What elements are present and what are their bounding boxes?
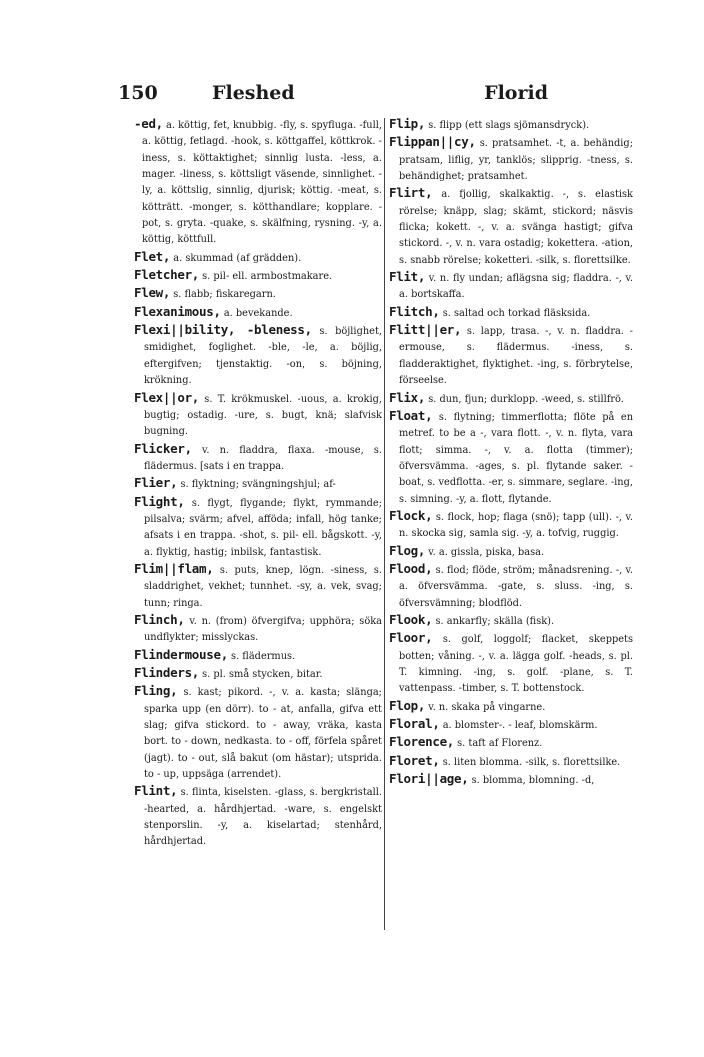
entry-headword: Florence,	[389, 734, 455, 750]
entry-headword: Flinders,	[134, 665, 200, 680]
entry-definition: s. flyktning; svängningshjul; af-	[177, 479, 336, 491]
dictionary-entry	[389, 269, 633, 304]
entry-headword: Flook,	[389, 611, 433, 627]
entry-headword: Fletcher,	[134, 267, 200, 283]
entry-headword: Floral,	[389, 716, 440, 732]
dictionary-entry	[134, 475, 382, 493]
entry-definition: s. ankarfly; skälla (fisk).	[432, 615, 555, 627]
entry-definition: v. n. fly undan; aflägsna sig; fladdra. -, v. a. bortskaffa.	[399, 273, 633, 301]
entry-headword: Flew,	[134, 285, 171, 301]
dictionary-entry	[134, 683, 382, 783]
entry-definition: s. flod; flöde, ström; månadsrening. -, v. a. öfversvämma. -gate, s. sluss. -ing, s. öfversvämning; blodflöd.	[399, 564, 633, 609]
entry-headword: Flog,	[389, 542, 426, 558]
entry-definition: s. pil- ell. armbostmakare.	[199, 271, 333, 283]
right-column	[389, 116, 633, 789]
entry-headword: Flex||or,	[134, 389, 200, 405]
entry-definition: s. saltad och torkad fläsksida.	[439, 307, 591, 319]
dictionary-entry	[134, 561, 382, 612]
entry-definition: s. T. krökmuskel. -uous, a. krokig, bugtig; ostadig. -ure, s. bugt, knä; slafvisk bugning.	[144, 393, 382, 438]
entry-headword: Floret,	[389, 752, 440, 768]
entry-definition: s. golf, loggolf; flacket, skeppets botten; våning. -, v. a. lägga golf. -heads, s. pl. T. kimning. -ing, s. golf. -plane, s. T. vattenpass. -timber, s. T. bottenstock.	[399, 634, 633, 695]
dictionary-entry	[389, 390, 633, 408]
entry-headword: Flexi||bility, -bleness,	[134, 322, 312, 338]
dictionary-entry	[389, 304, 633, 322]
dictionary-entry	[389, 734, 633, 752]
entry-definition: s. flipp (ett slags sjömansdryck).	[425, 120, 590, 131]
dictionary-entry	[134, 441, 382, 476]
dictionary-entry	[389, 716, 633, 734]
dictionary-entry	[134, 783, 382, 850]
page-number: 150	[118, 82, 158, 104]
entry-definition: s. flock, hop; flaga (snö); tapp (ull). -, v. n. skocka sig, samla sig. -y, a. tofvig, ruggig.	[399, 511, 633, 540]
entry-definition: v. n. (from) öfvergifva; upphöra; söka undflykter; misslyckas.	[144, 615, 382, 644]
entry-definition: s. flygt, flygande; flykt, rymmande; pilsalva; svärm; afvel, afföda; infall, hög tanke; afsats i en trappa. -shot, s. pil- ell. bågskott. -y, a. flyktig, hastig; inbilsk, fantastisk.	[144, 497, 382, 558]
dictionary-entry	[389, 630, 633, 697]
dictionary-entry	[389, 561, 633, 612]
dictionary-entry	[389, 322, 633, 389]
dictionary-entry	[389, 508, 633, 543]
entry-headword: Flood,	[389, 560, 433, 576]
dictionary-entry	[134, 494, 382, 561]
entry-headword: Flexanimous,	[134, 303, 221, 319]
entry-definition: s. puts, knep, lögn. -siness, s. sladdrighet, vekhet; tunnhet. -sy, a. vek, svag; tunn; ringa.	[144, 564, 382, 609]
entry-headword: Flier,	[134, 475, 178, 491]
dictionary-entry	[134, 304, 382, 322]
right-guide-word: Florid	[484, 82, 548, 104]
entry-definition: a. köttig, fet, knubbig. -fly, s. spyfluga. -full, a. köttig, fetlagd. -hook, s. köttgaffel, köttkrok. -iness, s. köttaktighet; sinnlig lusta. -less, a. mager. -liness, s. köttsligt väsende, sinnlighet. -ly, a. köttslig, sinnlig, djurisk; köttig. -meat, s. kötträtt. -monger, s. kötthandlare; kopplare. -pot, s. gryta. -quake, s. skälfning, rysning. -y, a. köttig, köttfull.	[142, 120, 382, 246]
dictionary-entry	[389, 753, 633, 771]
entry-headword: Fling,	[134, 683, 178, 699]
dictionary-entry	[134, 249, 382, 267]
entry-headword: Flit,	[389, 269, 426, 285]
entry-headword: Flim||flam,	[134, 560, 214, 576]
entry-definition: s. flytning; timmerflotta; flöte på en metref. to be a -, vara flott. -, v. n. flyta, vara flott; simma. -, v. a. flotta (timmer); öfversvämma. -ages, s. pl. flytande saker. -boat, s. vedflotta. -er, s. simmare, seglare. -ing, s. simning. -y, a. flott, flytande.	[399, 411, 633, 505]
dictionary-entry	[389, 134, 633, 185]
page-header	[118, 82, 548, 112]
entry-definition: s. dun, fjun; durklopp. -weed, s. stillfrö.	[425, 393, 624, 405]
entry-definition: s. liten blomma. -silk, s. florettsilke.	[439, 756, 621, 768]
dictionary-entry	[134, 267, 382, 285]
entry-definition: v. n. skaka på vingarne.	[425, 701, 546, 713]
entry-definition: a. bevekande.	[220, 307, 293, 319]
entry-headword: Flet,	[134, 248, 171, 264]
dictionary-entry	[389, 543, 633, 561]
entry-headword: Flitch,	[389, 303, 440, 319]
entry-headword: Flicker,	[134, 440, 192, 456]
entry-headword: Flop,	[389, 697, 426, 713]
entry-definition: s. flabb; fiskaregarn.	[170, 289, 276, 301]
dictionary-entry	[134, 612, 382, 647]
dictionary-entry	[389, 185, 633, 269]
dictionary-entry	[389, 698, 633, 716]
entry-definition: s. lapp, trasa. -, v. n. fladdra. -ermouse, s. flädermus. -iness, s. fladderaktighet, flyktighet. -ing, s. förbrytelse, förseelse.	[399, 326, 633, 387]
column-divider	[384, 118, 385, 930]
left-column	[134, 116, 382, 851]
dictionary-entry	[134, 390, 382, 441]
entry-definition: s. kast; pikord. -, v. a. kasta; slänga; sparka upp (en dörr). to - at, anfalla, gifva ett slag; gifva stickord. to - away, vräka, kasta bort. to - down, nedkasta. to - off, förfela spåret (jagt). to - out, slå bakut (om hästar); utsprida. to - up, uppsäga (arrendet).	[144, 687, 382, 781]
entry-definition: s. blomma, blomning. -d,	[468, 775, 595, 787]
entry-headword: Flippan||cy,	[389, 134, 476, 150]
dictionary-entry	[134, 285, 382, 303]
entry-definition: a. fjollig, skalkaktig. -, s. elastisk rörelse; knäpp, slag; skämt, stickord; näsvis flicka; kokett. -, v. a. svänga hastigt; gifva stickord. -, v. n. vara ostadig; kokettera. -ation, s. snabb rörelse; koketteri. -silk, s. florettsilke.	[399, 189, 633, 266]
entry-definition: v. a. gissla, piska, basa.	[425, 546, 545, 558]
dictionary-entry	[389, 408, 633, 508]
entry-headword: Flint,	[134, 783, 178, 799]
entry-definition: s. böjlighet, smidighet, foglighet. -ble, -le, a. böjlig, eftergifven; tjenstaktig. -on, s. böjning, krökning.	[144, 326, 382, 387]
entry-definition: s. taft af Florenz.	[454, 738, 543, 750]
entry-definition: v. n. fladdra, flaxa. -mouse, s. flädermus. [sats i en trappa.	[144, 444, 382, 472]
entry-definition: a. skummad (af grädden).	[170, 252, 302, 264]
left-guide-word: Fleshed	[212, 82, 295, 104]
entry-headword: Floor,	[389, 630, 433, 646]
dictionary-entry	[389, 771, 633, 789]
dictionary-entry	[389, 116, 633, 134]
entry-headword: Flight,	[134, 493, 185, 509]
dictionary-entry	[134, 665, 382, 683]
entry-definition: s. pl. små stycken, bitar.	[199, 669, 323, 680]
entry-headword: Flirt,	[389, 185, 433, 201]
dictionary-entry	[134, 647, 382, 665]
entry-headword: Flinch,	[134, 611, 185, 627]
dictionary-entry	[389, 612, 633, 630]
entry-headword: Flindermouse,	[134, 646, 228, 662]
entry-headword: Float,	[389, 407, 433, 423]
entry-headword: Flix,	[389, 389, 426, 405]
entry-definition: a. blomster-. - leaf, blomskärm.	[439, 720, 598, 732]
dictionary-entry	[134, 116, 382, 249]
entry-headword: Flip,	[389, 116, 426, 131]
dictionary-entry	[134, 322, 382, 389]
entry-headword: -ed,	[134, 116, 163, 131]
entry-headword: Flock,	[389, 507, 433, 523]
entry-definition: s. flädermus.	[227, 650, 296, 662]
entry-definition: s. pratsamhet. -t, a. behändig; pratsam, liflig, yr, tanklös; slipprig. -tness, s. behändighet; pratsamhet.	[399, 138, 633, 183]
entry-headword: Flori||age,	[389, 771, 469, 787]
entry-definition: s. flinta, kiselsten. -glass, s. bergkristall. -hearted, a. hårdhjertad. -ware, s. engelskt stenporslin. -y, a. kiselartad; stenhård, hårdhjertad.	[144, 787, 382, 848]
entry-headword: Flitt||er,	[389, 322, 462, 338]
